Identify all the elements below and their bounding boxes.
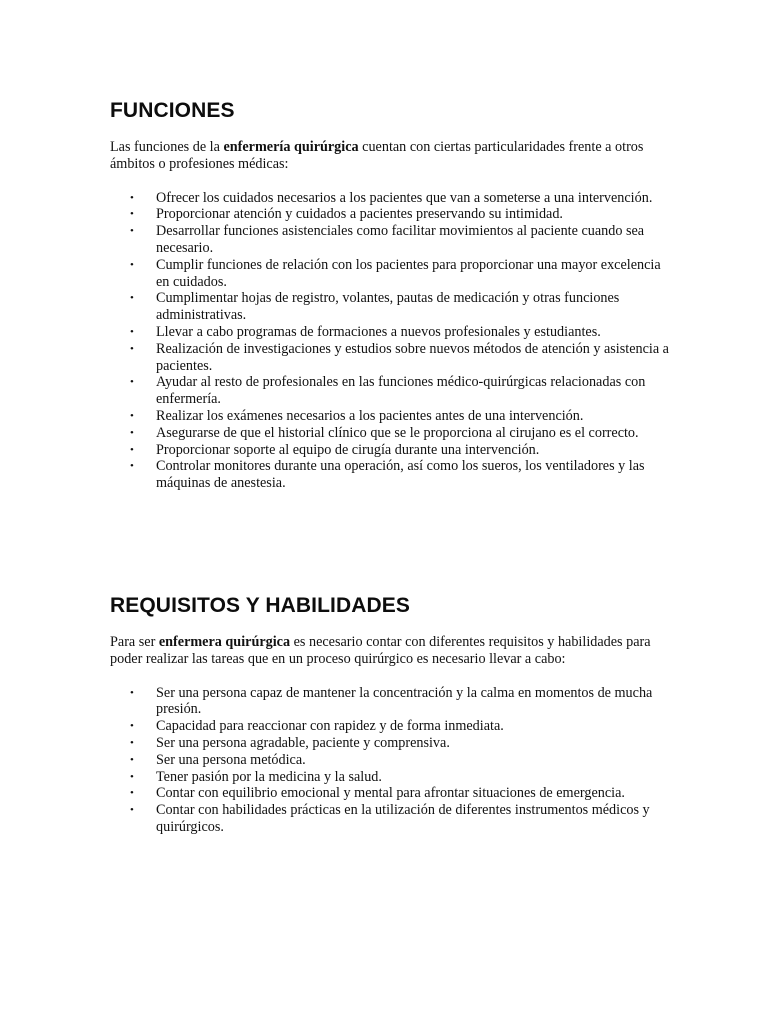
list-item (110, 257, 670, 291)
list-item-text: Controlar monitores durante una operación, así como los sueros, los ventiladores y las máquinas de anestesia. (156, 458, 645, 492)
bullet-dot-icon: • (130, 770, 134, 783)
bullet-dot-icon: • (130, 443, 134, 456)
list-item-text: Llevar a cabo programas de formaciones a nuevos profesionales y estudiantes. (156, 323, 601, 340)
list-item (110, 442, 670, 459)
list-item-text: Ayudar al resto de profesionales en las funciones médico-quirúrgicas relacionadas con enfermería. (156, 374, 646, 408)
bullet-dot-icon: • (130, 325, 134, 338)
list-item (110, 685, 670, 719)
list-item (110, 458, 670, 492)
list-item (110, 735, 670, 752)
intro-text-post: cuentan con ciertas particularidades frente a otros ámbitos o profesiones médicas: (110, 139, 644, 172)
bullet-dot-icon: • (130, 460, 134, 473)
intro-paragraph-funciones (110, 139, 670, 173)
list-item-text: Proporcionar soporte al equipo de cirugía durante una intervención. (156, 441, 540, 458)
intro-text-pre: Las funciones de la (110, 139, 224, 155)
list-item-text: Cumplimentar hojas de registro, volantes, pautas de medicación y otras funciones administrativas. (156, 290, 620, 324)
intro-text-bold: enfermería quirúrgica (223, 139, 359, 155)
intro-text-pre: Para ser (110, 634, 159, 650)
bullet-dot-icon: • (130, 787, 134, 800)
list-item (110, 802, 670, 836)
list-item (110, 324, 670, 341)
list-item (110, 223, 670, 257)
list-item-text: Ofrecer los cuidados necesarios a los pacientes que van a someterse a una intervención. (156, 189, 653, 206)
list-item-text: Contar con habilidades prácticas en la utilización de diferentes instrumentos médicos y quirúrgicos. (156, 802, 650, 835)
intro-text-post: es necesario contar con diferentes requisitos y habilidades para poder realizar las tareas que en un proceso quirúrgico es necesario llevar a cabo: (110, 634, 651, 667)
bullet-dot-icon: • (130, 225, 134, 238)
bullet-list-funciones (110, 190, 670, 492)
list-item-text: Ser una persona capaz de mantener la concentración y la calma en momentos de mucha presión. (156, 684, 653, 718)
list-item (110, 769, 670, 786)
list-item (110, 425, 670, 442)
list-item (110, 290, 670, 324)
intro-text-bold: enfermera quirúrgica (158, 634, 291, 650)
list-item (110, 718, 670, 735)
bullet-dot-icon: • (130, 720, 134, 733)
bullet-dot-icon: • (130, 292, 134, 305)
list-item-text: Cumplir funciones de relación con los pacientes para proporcionar una mayor excelencia en cuidados. (156, 256, 661, 290)
intro-paragraph-requisitos (110, 634, 670, 668)
heading-requisitos: REQUISITOS Y HABILIDADES (110, 594, 410, 617)
bullet-dot-icon: • (130, 409, 134, 422)
list-item-text: Desarrollar funciones asistenciales como facilitar movimientos al paciente cuando sea necesario. (156, 223, 645, 256)
bullet-dot-icon: • (130, 736, 134, 749)
list-item (110, 374, 670, 408)
bullet-dot-icon: • (130, 376, 134, 389)
list-item-text: Contar con equilibrio emocional y mental para afrontar situaciones de emergencia. (156, 785, 625, 802)
list-item (110, 785, 670, 802)
list-item-text: Asegurarse de que el historial clínico que se le proporciona al cirujano es el correcto. (156, 424, 639, 441)
bullet-dot-icon: • (130, 342, 134, 355)
list-item-text: Ser una persona agradable, paciente y comprensiva. (156, 734, 450, 751)
section-funciones (110, 98, 670, 492)
bullet-list-requisitos (110, 685, 670, 836)
bullet-dot-icon: • (130, 191, 134, 204)
section-requisitos (110, 593, 670, 836)
list-item-text: Realización de investigaciones y estudios sobre nuevos métodos de atención y asistencia a pacientes. (156, 340, 669, 374)
heading-funciones: FUNCIONES (110, 99, 235, 122)
bullet-dot-icon: • (130, 753, 134, 766)
list-item (110, 190, 670, 207)
bullet-dot-icon: • (130, 208, 134, 221)
list-item-text: Tener pasión por la medicina y la salud. (156, 768, 382, 785)
list-item (110, 341, 670, 375)
bullet-dot-icon: • (130, 686, 134, 699)
bullet-dot-icon: • (130, 804, 134, 817)
list-item-text: Realizar los exámenes necesarios a los pacientes antes de una intervención. (156, 407, 584, 424)
list-item-text: Capacidad para reaccionar con rapidez y de forma inmediata. (156, 718, 504, 735)
bullet-dot-icon: • (130, 258, 134, 271)
list-item (110, 206, 670, 223)
list-item (110, 752, 670, 769)
list-item (110, 408, 670, 425)
list-item-text: Ser una persona metódica. (156, 751, 306, 768)
list-item-text: Proporcionar atención y cuidados a pacientes preservando su intimidad. (156, 206, 563, 223)
bullet-dot-icon: • (130, 426, 134, 439)
